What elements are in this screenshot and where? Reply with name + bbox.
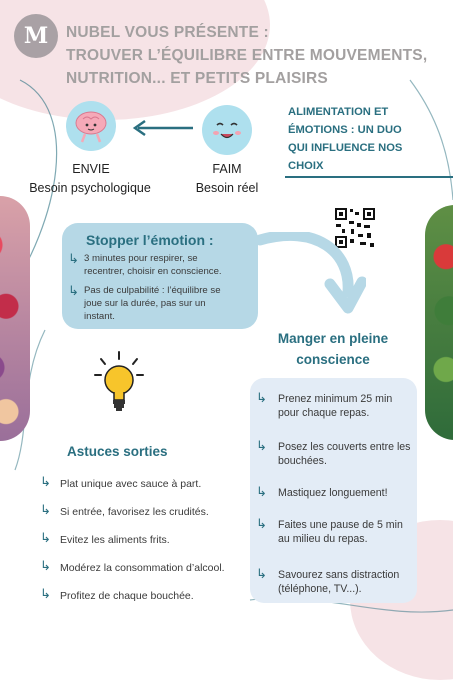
duo-heading-line-1: ALIMENTATION ET (288, 106, 389, 118)
hook-arrow-icon: ↳ (256, 566, 267, 581)
nubel-logo: M (14, 14, 58, 58)
mindful-eating-card (250, 378, 417, 603)
tip-text: Profitez de chaque bouchée. (60, 590, 194, 602)
arrow-left-icon (130, 118, 195, 138)
duo-heading-line-3: QUI INFLUENCE NOS (288, 142, 403, 154)
header-title-line-1: NUBEL VOUS PRÉSENTE : (66, 24, 269, 41)
mindful-item-text (278, 568, 416, 597)
stop-item-1-line-1: 3 minutes pour respirer, se (84, 253, 198, 264)
mindful-item-line-1: Posez les couverts entre les (278, 441, 411, 453)
mindful-item-line-1: Faites une pause de 5 min (278, 519, 403, 531)
hook-arrow-icon: ↳ (68, 251, 79, 266)
stop-item-1 (84, 253, 256, 279)
list-item (250, 566, 417, 600)
list-item (250, 438, 417, 472)
envie-sublabel: Besoin psychologique (29, 181, 151, 195)
mindful-item-line-2: (téléphone, TV...). (278, 583, 362, 596)
envie-label: ENVIE (72, 162, 110, 176)
curved-arrow-icon (256, 232, 366, 317)
tip-text: Evitez les aliments frits. (60, 534, 170, 546)
mindful-heading-line-1: Manger en pleine (277, 331, 389, 346)
smiley-emoji-icon (202, 105, 252, 155)
list-item (40, 504, 250, 524)
mindful-item-line-2: pour chaque repas. (278, 407, 370, 420)
hook-arrow-icon: ↳ (40, 530, 51, 545)
list-item (250, 484, 417, 504)
list-item (40, 532, 250, 552)
hook-arrow-icon: ↳ (256, 516, 267, 531)
hook-arrow-icon: ↳ (256, 484, 267, 499)
tip-text: Modérez la consommation d’alcool. (60, 562, 225, 574)
duo-heading-line-4: CHOIX (288, 160, 324, 172)
list-item (40, 476, 250, 496)
faim-sublabel: Besoin réel (195, 181, 259, 195)
mindful-item-text (278, 518, 416, 547)
tips-heading: Astuces sorties (67, 444, 168, 459)
duo-underline (285, 176, 453, 178)
brain-emoji-icon (66, 101, 116, 151)
stop-emotion-title: Stopper l’émotion : (86, 232, 214, 248)
list-item (250, 390, 417, 424)
tip-text: Plat unique avec sauce à part. (60, 478, 202, 490)
mindful-item-line-2: au milieu du repas. (278, 533, 368, 546)
mindful-item-line-2: bouchées. (278, 455, 327, 468)
duo-heading (288, 103, 402, 175)
stop-item-1-line-2: recentrer, choisir en conscience. (84, 265, 222, 277)
mindful-heading-line-2: conscience (296, 352, 370, 367)
fruit-photo-left (0, 196, 30, 441)
faim-label: FAIM (212, 162, 242, 176)
list-item (250, 516, 417, 550)
tip-text: Si entrée, favorisez les crudités. (60, 506, 209, 518)
hook-arrow-icon: ↳ (256, 438, 267, 453)
lightbulb-icon (92, 350, 146, 422)
hook-arrow-icon: ↳ (40, 474, 51, 489)
mindful-item-text (278, 392, 416, 421)
header-title-line-2: TROUVER L’ÉQUILIBRE ENTRE MOUVEMENTS, (66, 47, 428, 64)
mindful-item-line-1: Savourez sans distraction (278, 569, 400, 581)
stop-emotion-card (62, 223, 258, 329)
hook-arrow-icon: ↳ (40, 586, 51, 601)
hook-arrow-icon: ↳ (40, 558, 51, 573)
list-item (40, 560, 250, 580)
stop-item-2-line-1: Pas de culpabilité : l’équilibre se (84, 285, 221, 296)
stop-item-2-line-3: instant. (84, 310, 115, 322)
mindful-item-line-1: Prenez minimum 25 min (278, 393, 393, 405)
header-title-line-3: NUTRITION... ET PETITS PLAISIRS (66, 70, 328, 87)
mindful-heading (258, 328, 408, 370)
mindful-item-text (278, 486, 416, 500)
stop-item-2 (84, 285, 256, 324)
list-item (40, 588, 250, 608)
hook-arrow-icon: ↳ (40, 502, 51, 517)
mindful-item-line-1: Mastiquez longuement! (278, 487, 388, 499)
duo-heading-line-2: ÉMOTIONS : UN DUO (288, 124, 402, 136)
hook-arrow-icon: ↳ (256, 390, 267, 405)
stop-item-2-line-2: joue sur la durée, pas sur un (84, 297, 206, 309)
mindful-item-text (278, 440, 416, 469)
hook-arrow-icon: ↳ (68, 283, 79, 298)
vegetable-photo-right (425, 205, 453, 440)
